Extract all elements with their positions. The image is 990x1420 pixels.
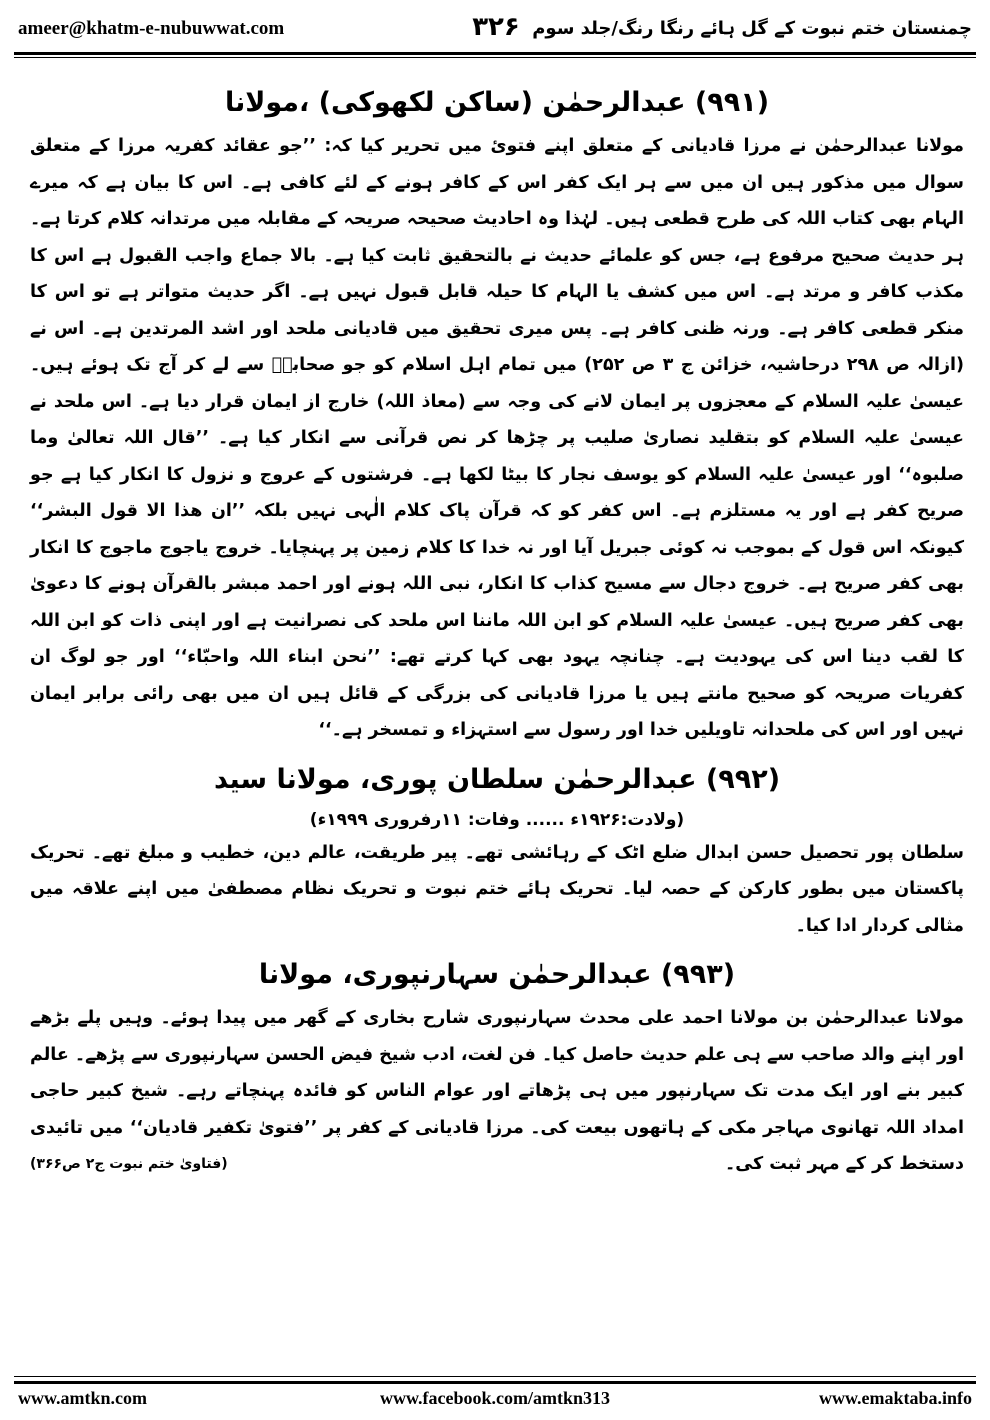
page-footer — [16, 1384, 974, 1414]
section-paragraph: مولانا عبدالرحمٰن نے مرزا قادیانی کے متعلق اپنے فتوئ میں تحریر کیا کہ: ’’جو عقائد کفریہ مرزا کے متعلق سوال میں مذکور ہیں ان میں سے ہر ایک کفر اس کے کافر ہونے کے لئے کافی ہے۔ اس کا بیان ہے کہ میرے الہام بھی کتاب اللہ کی طرح قطعی ہیں۔ لہٰذا وہ احادیث صحیحہ صریحہ کے مقابلہ میں مرتدانہ کلام کرتا ہے۔ ہر حدیث صحیح مرفوع ہے، جس کو علمائے حدیث نے بالتحقیق ثابت کیا ہے۔ بالا جماع واجب القبول ہے اس کا مکذب کافر و مرتد ہے۔ اس میں کشف یا الہام کا حیلہ قابل قبول نہیں ہے۔ اگر حدیث متواتر ہے تو اس کا منکر قطعی کافر ہے۔ ورنہ ظنی کافر ہے۔ پس میری تحقیق میں قادیانی ملحد اور اشد المرتدین ہے۔ اس نے (ازالہ ص ۲۹۸ درحاشیہ، خزائن ج ۳ ص ۲۵۲) میں تمام اہل اسلام کو جو صحابہؓ سے لے کر آج تک ہوئے ہیں۔ عیسیٰ علیہ السلام کے معجزوں پر ایمان لانے کی وجہ سے (معاذ اللہ) خارج از ایمان قرار دیا ہے۔ اس ملحد نے عیسیٰ علیہ السلام کو بتقلید نصاریٰ صلیب پر چڑھا کر نص قرآنی سے انکار کیا ہے۔ ’’قال اللہ تعالیٰ وما صلبوہ‘‘ اور عیسیٰ علیہ السلام کو یوسف نجار کا بیٹا لکھا ہے۔ فرشتوں کے عروج و نزول کا انکار کیا ہے جو صریح کفر ہے اور یہ مستلزم ہے۔ اس کفر کو کہ قرآن پاک کلام الٰہی نہیں بلکہ ’’ان ھذا الا قول البشر‘‘ کیونکہ اس قول کے بموجب نہ کوئی جبریل آیا اور نہ خدا کا کلام زمین پر پہنچایا۔ خروج یاجوج ماجوج کا انکار بھی کفر صریح ہے۔ خروج دجال سے مسیح کذاب کا انکار، نبی اللہ ہونے اور احمد مبشر بالقرآن ہونے کا دعویٰ بھی کفر صریح ہیں۔ عیسیٰ علیہ السلام کو ابن اللہ ماننا اس ملحد کی نصرانیت ہے اور اپنی ذات کو ابن اللہ کا لقب دینا اس کی یہودیت ہے۔ چنانچہ یہود بھی کہا کرتے تھے: ’’نحن ابناء اللہ واحبّاء‘‘ اور جو لوگ ان کفریات صریحہ کو صحیح مانتے ہیں یا مرزا قادیانی کی بزرگی کے قائل ہیں ان میں بھی رائی برابر ایمان نہیں اور اس کی ملحدانہ تاویلیں خدا اور رسول سے استہزاء و تمسخر ہے۔‘‘ — [30, 136, 965, 740]
reference-citation: (فتاویٰ ختم نبوت ج۲ ص۳۶۶) — [30, 1156, 228, 1172]
section-paragraph — [30, 1000, 964, 1183]
section-heading: (۹۹۳) عبدالرحمٰن سہارنپوری، مولانا — [258, 959, 736, 990]
header-divider-thin — [14, 57, 976, 58]
section-heading: (۹۹۱) عبدالرحمٰن (ساکن لکھوکی) ،مولانا — [224, 87, 770, 118]
section-paragraph: سلطان پور تحصیل حسن ابدال ضلع اٹک کے رہائشی تھے۔ پیر طریقت، عالم دین، خطیب و مبلغ تھے۔ تحریک پاکستان میں بطور کارکن کے حصہ لیا۔ تحریک ہائے ختم نبوت و تحریک نظام مصطفیٰ میں اپنے علاقہ میں مثالی کردار ادا کیا۔ — [30, 842, 964, 936]
header-email: ameer@khatm-e-nubuwwat.com — [18, 18, 285, 39]
header-divider — [14, 52, 976, 55]
page-content — [30, 78, 964, 1183]
section-heading: (۹۹۲) عبدالرحمٰن سلطان پوری، مولانا سید — [213, 763, 781, 795]
page-number: ۳۲۶ — [472, 12, 520, 42]
section-paragraph-text: مولانا عبدالرحمٰن بن مولانا احمد علی محدث سہارنپوری شارح بخاری کے گھر میں پیدا ہوئے۔ وہیں پلے بڑھے اور اپنے والد صاحب سے ہی علم حدیث حاصل کیا۔ فن لغت، ادب شیخ فیض الحسن سہارنپوری سے پڑھے۔ عالم کبیر بنے اور ایک مدت تک سہارنپور میں ہی پڑھاتے اور عوام الناس کو فائدہ پہنچاتے رہے۔ شیخ کبیر حاجی امداد اللہ تھانوی مہاجر مکی کے ہاتھوں بیعت کی۔ مرزا قادیانی کے کفر پر ’’فتویٰ تکفیر قادیان‘‘ میں تائیدی دستخط کر کے مہر ثبت کی۔ — [30, 1008, 964, 1174]
footer-link-facebook[interactable]: www.facebook.com/amtkn313 — [380, 1388, 610, 1408]
footer-divider-thin — [14, 1376, 976, 1377]
footer-link-amtkn[interactable]: www.amtkn.com — [18, 1388, 147, 1408]
footer-link-emaktaba[interactable]: www.emaktaba.info — [818, 1388, 972, 1408]
page-header — [16, 10, 974, 50]
section-dates: (ولادت:۱۹۲۶ء ...... وفات: ۱۱رفروری ۱۹۹۹ء) — [309, 809, 685, 830]
book-title: چمنستان ختم نبوت کے گل ہائے رنگا رنگ/جلد سوم — [532, 18, 972, 39]
